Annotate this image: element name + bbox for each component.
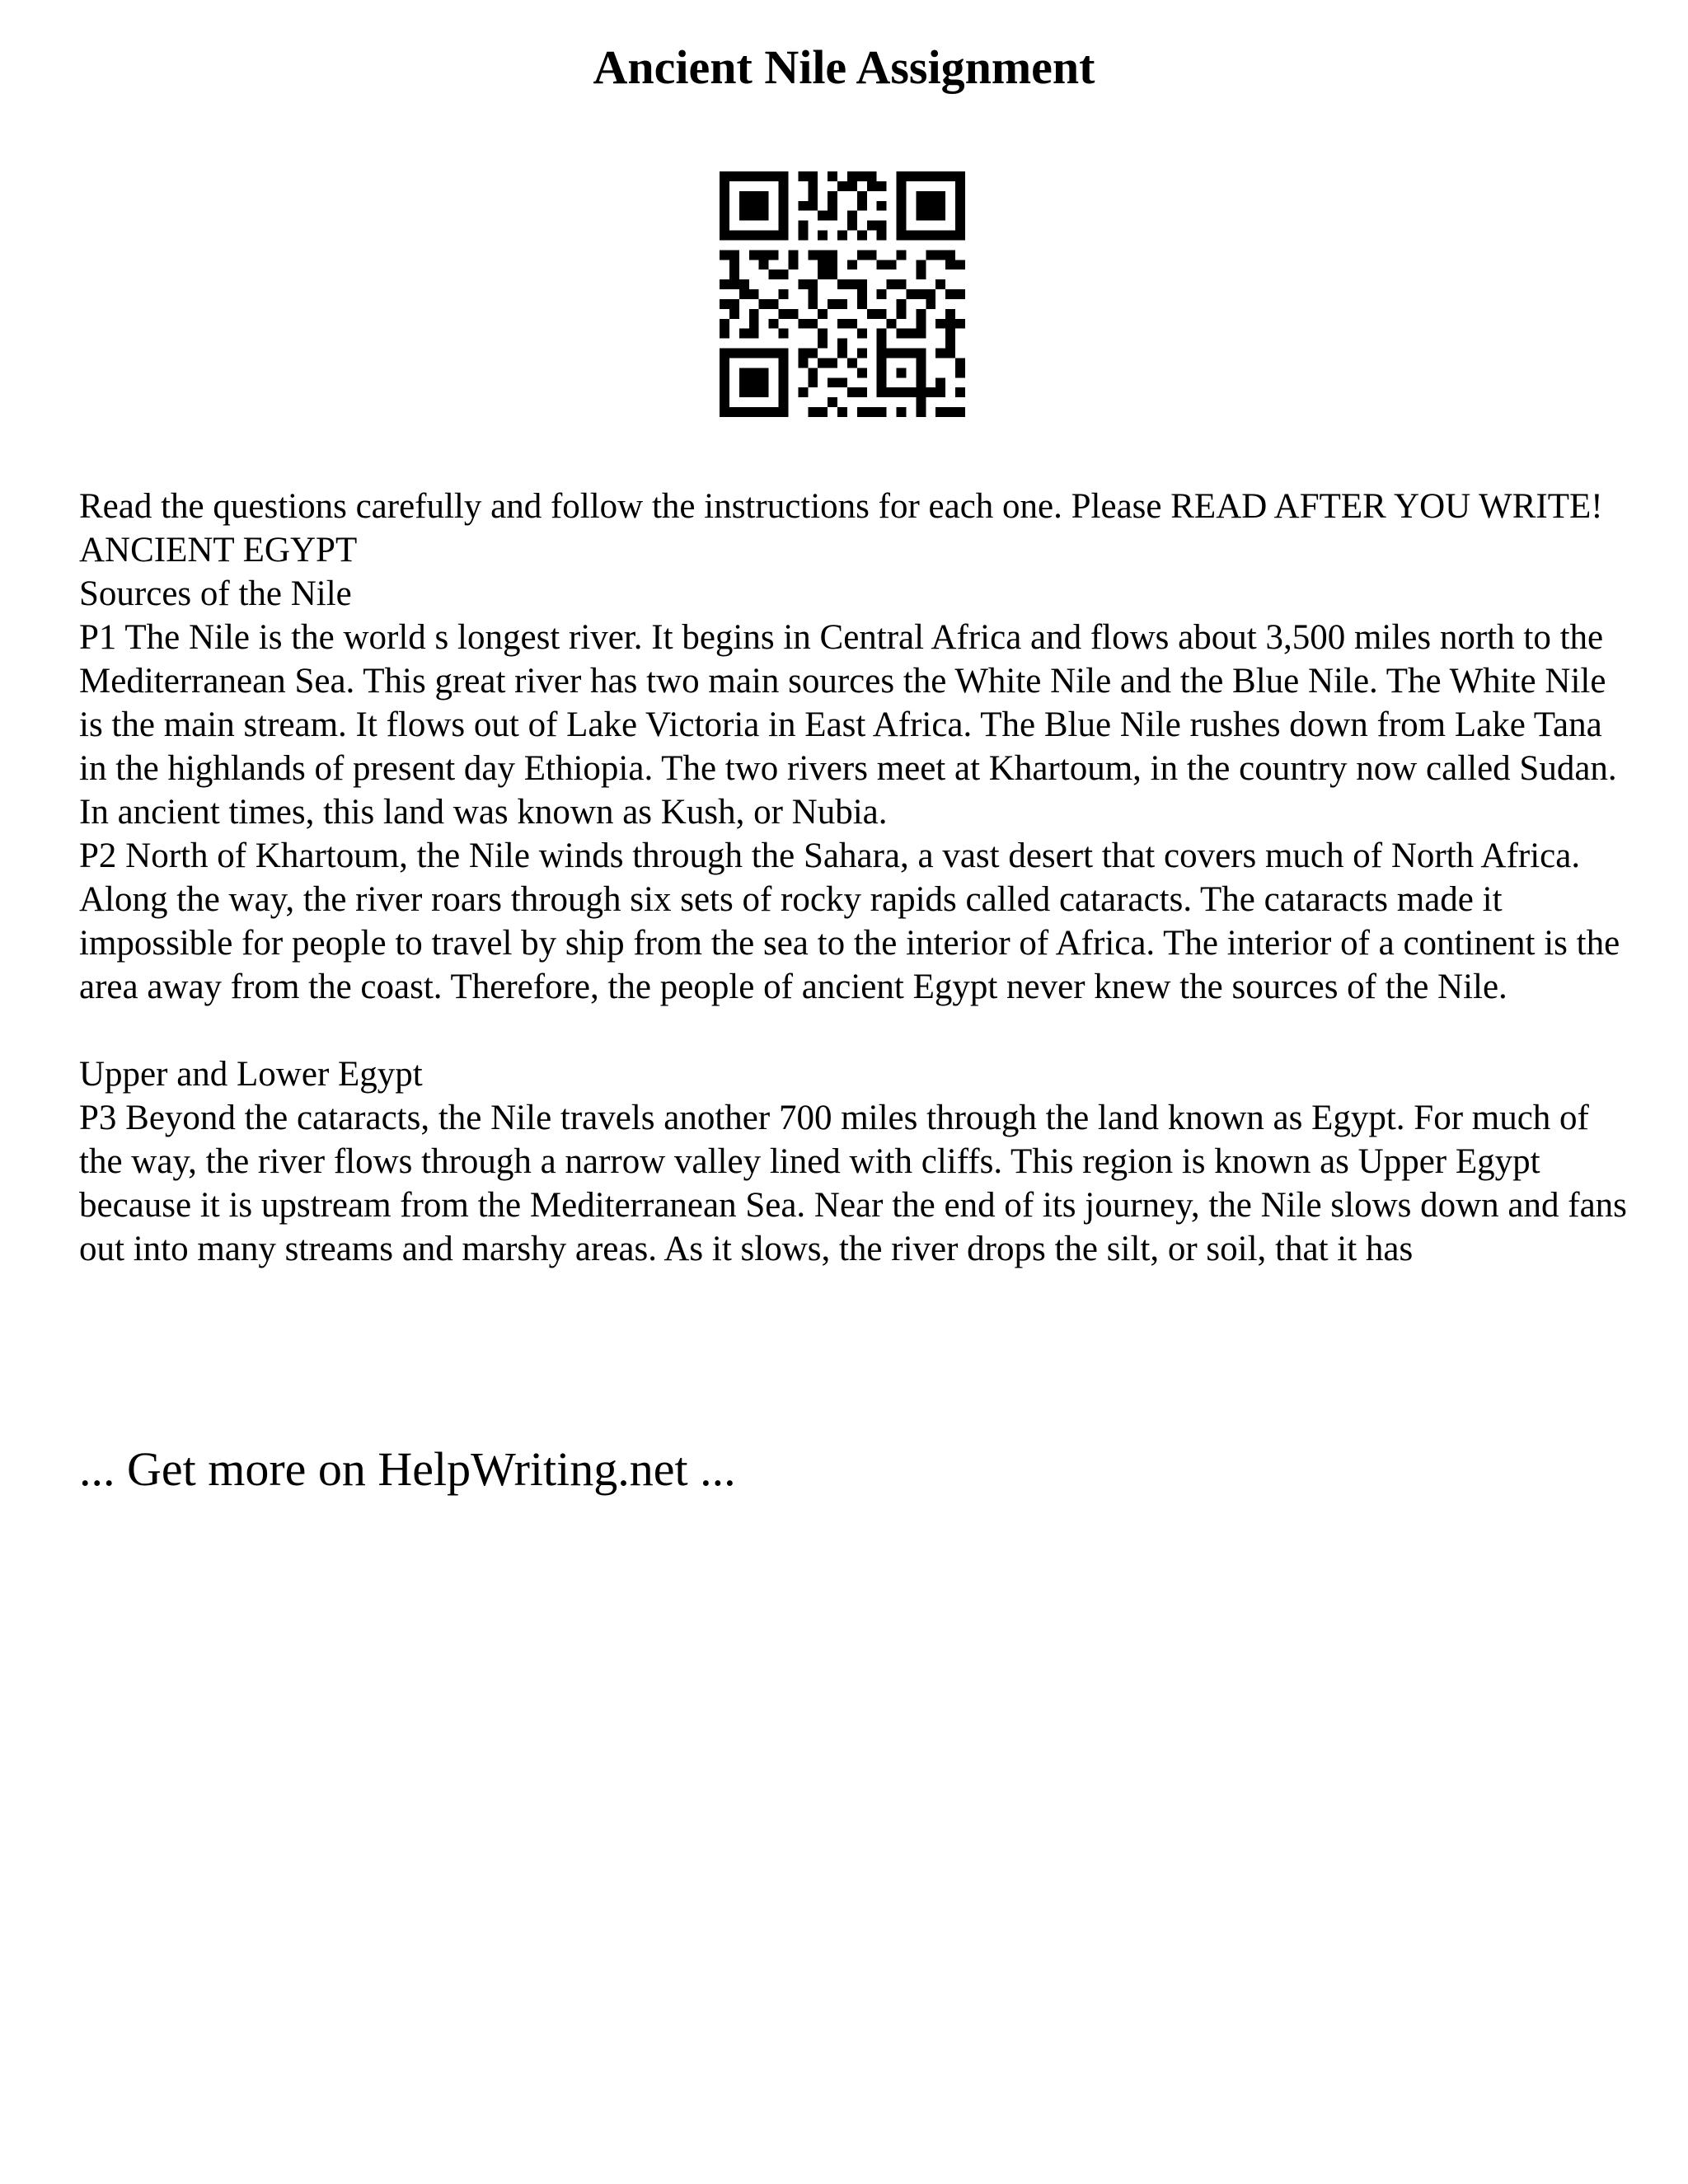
page-title: Ancient Nile Assignment — [593, 40, 1095, 94]
paragraph-p1: P1 The Nile is the world s longest river. It begins in Central Africa and flows about 3,500 miles north to the Mediterranean Sea. This great river has two main sources the White Nile and the Blue Nile. The White Nile is the main stream. It flows out of Lake Victoria in East Africa. The Blue Nile rushes down from Lake Tana in the highlands of present day Ethiopia. The two rivers meet at Khartoum, in the country now called Sudan. In ancient times, this land was known as Kush, or Nubia. — [79, 618, 1617, 832]
paragraph-spacer — [79, 1009, 1629, 1052]
section-heading: ANCIENT EGYPT — [79, 531, 358, 569]
qr-code-icon — [720, 171, 965, 417]
subheading-sources: Sources of the Nile — [79, 574, 352, 613]
subheading-upper-lower: Upper and Lower Egypt — [79, 1055, 423, 1094]
assignment-body — [79, 485, 1629, 1271]
paragraph-p2: P2 North of Khartoum, the Nile winds through the Sahara, a vast desert that covers much of North Africa. Along the way, the river roars through six sets of rocky rapids called cataracts. The cataracts made it impossible for people to travel by ship from the sea to the interior of Africa. The interior of a continent is the area away from the coast. Therefore, the people of ancient Egypt never knew the sources of the Nile. — [79, 837, 1620, 1006]
paragraph-p3: P3 Beyond the cataracts, the Nile travels another 700 miles through the land known as Egypt. For much of the way, the river flows through a narrow valley lined with cliffs. This region is known as Upper Egypt because it is upstream from the Mediterranean Sea. Near the end of its journey, the Nile slows down and fans out into many streams and marshy areas. As it slows, the river drops the silt, or soil, that it has — [79, 1099, 1627, 1268]
instructions-text: Read the questions carefully and follow the instructions for each one. Please READ AFTER YOU WRITE! — [79, 487, 1603, 526]
get-more-link[interactable]: ... Get more on HelpWriting.net ... — [79, 1442, 736, 1496]
